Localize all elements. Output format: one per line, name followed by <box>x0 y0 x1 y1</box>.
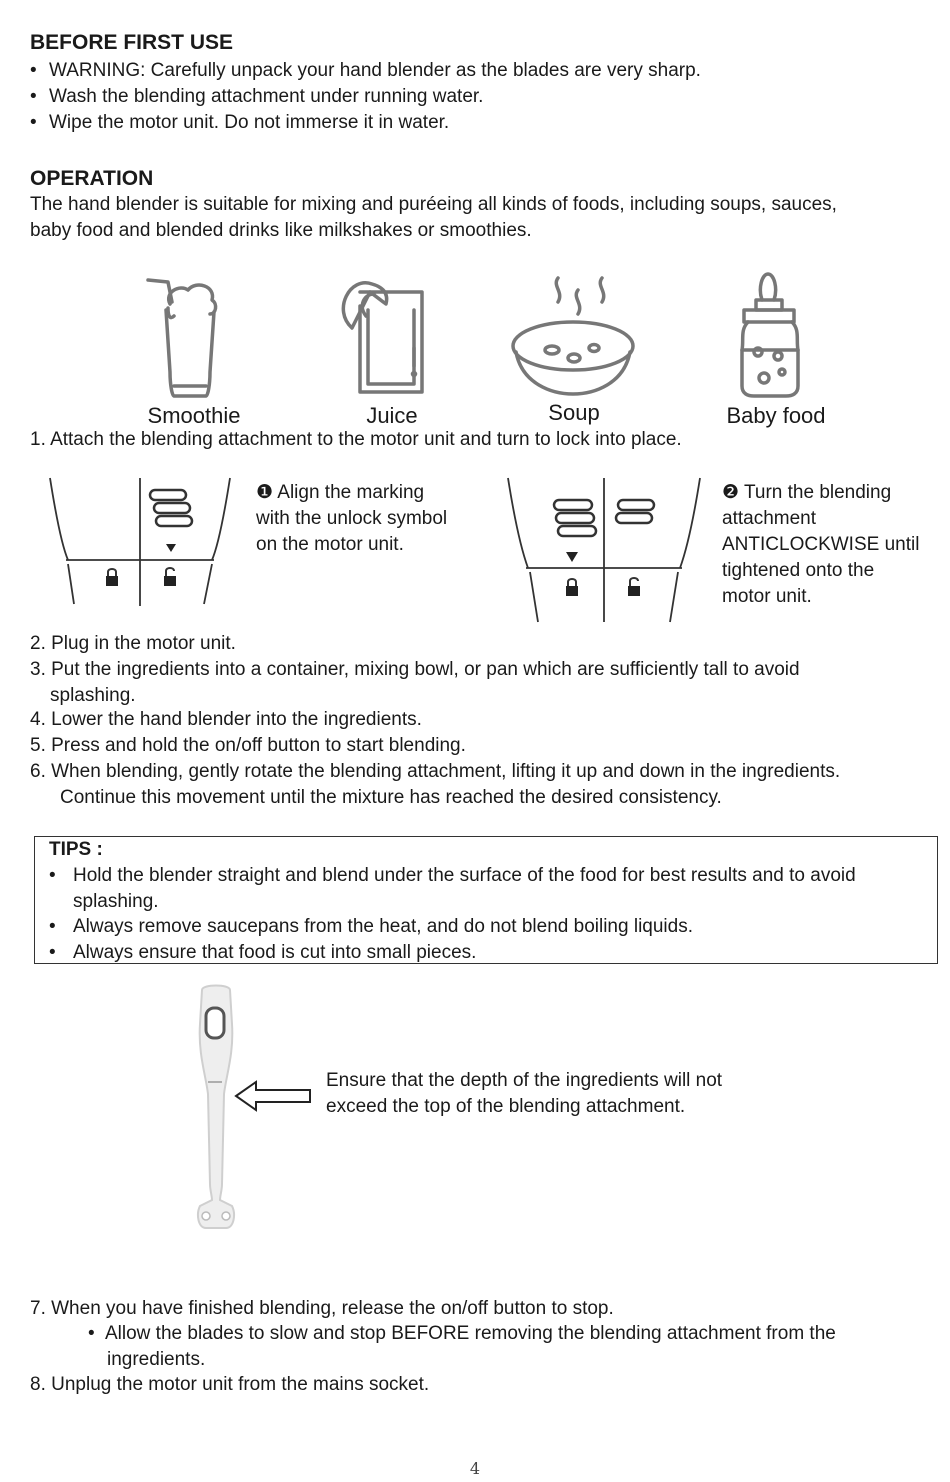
step-marker-1: ❶ <box>256 482 274 503</box>
step-1: 1. Attach the blending attachment to the motor unit and turn to lock into place. <box>30 429 682 450</box>
tip-item-cont: splashing. <box>73 891 159 912</box>
tip-item: • Hold the blender straight and blend under the surface of the food for best results and to avoid <box>49 865 856 886</box>
juice-icon <box>330 270 430 400</box>
turn-anticlockwise-diagram <box>504 476 704 626</box>
operation-intro-line2: baby food and blended drinks like milkshakes or smoothies. <box>30 220 532 241</box>
step-marker-2: ❷ <box>722 482 740 503</box>
soup-label: Soup <box>548 400 600 425</box>
smoothie-label: Smoothie <box>147 403 241 428</box>
operation-heading: OPERATION <box>30 167 154 190</box>
page-number: 4 <box>469 1459 481 1478</box>
depth-note-line2: exceed the top of the blending attachment. <box>326 1096 686 1117</box>
juice-label: Juice <box>366 403 418 428</box>
baby-food-label: Baby food <box>726 403 826 428</box>
step-3-cont: splashing. <box>50 685 136 706</box>
tip-item: • Always remove saucepans from the heat, and do not blend boiling liquids. <box>49 916 693 937</box>
operation-intro-line1: The hand blender is suitable for mixing and puréeing all kinds of foods, including soups, sauces, <box>30 194 837 215</box>
tips-title: TIPS : <box>49 839 103 860</box>
list-item: • Wash the blending attachment under running water. <box>30 86 484 107</box>
step-8: 8. Unplug the motor unit from the mains socket. <box>30 1374 430 1395</box>
arrow-left-icon <box>234 1080 314 1112</box>
list-item: • Wipe the motor unit. Do not immerse it in water. <box>30 112 450 133</box>
tip-item: • Always ensure that food is cut into small pieces. <box>49 942 477 963</box>
step-2: 2. Plug in the motor unit. <box>30 633 236 654</box>
step-5: 5. Press and hold the on/off button to start blending. <box>30 735 466 756</box>
step-6: 6. When blending, gently rotate the blending attachment, lifting it up and down in the ingredients. <box>30 761 841 782</box>
step-7-bullet: • Allow the blades to slow and stop BEFORE removing the blending attachment from the <box>88 1323 836 1344</box>
tips-box <box>34 836 938 964</box>
baby-bottle-icon <box>730 270 810 400</box>
smoothie-icon <box>140 272 230 400</box>
diagram2-text: ❷ Turn the blending attachment ANTICLOCKWISE until tightened onto the motor unit. <box>722 482 920 607</box>
align-marking-diagram <box>44 476 234 608</box>
soup-icon <box>508 272 638 400</box>
before-first-use-heading: BEFORE FIRST USE <box>30 31 234 54</box>
step-7-bullet-cont: ingredients. <box>107 1349 206 1370</box>
list-item: • WARNING: Carefully unpack your hand blender as the blades are very sharp. <box>30 60 701 81</box>
step-6-cont: Continue this movement until the mixture has reached the desired consistency. <box>60 787 722 808</box>
diagram1-text: ❶ Align the marking with the unlock symbol on the motor unit. <box>256 482 448 555</box>
step-4: 4. Lower the hand blender into the ingredients. <box>30 709 422 730</box>
step-7: 7. When you have finished blending, release the on/off button to stop. <box>30 1298 614 1319</box>
depth-note-line1: Ensure that the depth of the ingredients will not <box>326 1070 723 1091</box>
step-3: 3. Put the ingredients into a container, mixing bowl, or pan which are sufficiently tall to avoid <box>30 659 800 680</box>
